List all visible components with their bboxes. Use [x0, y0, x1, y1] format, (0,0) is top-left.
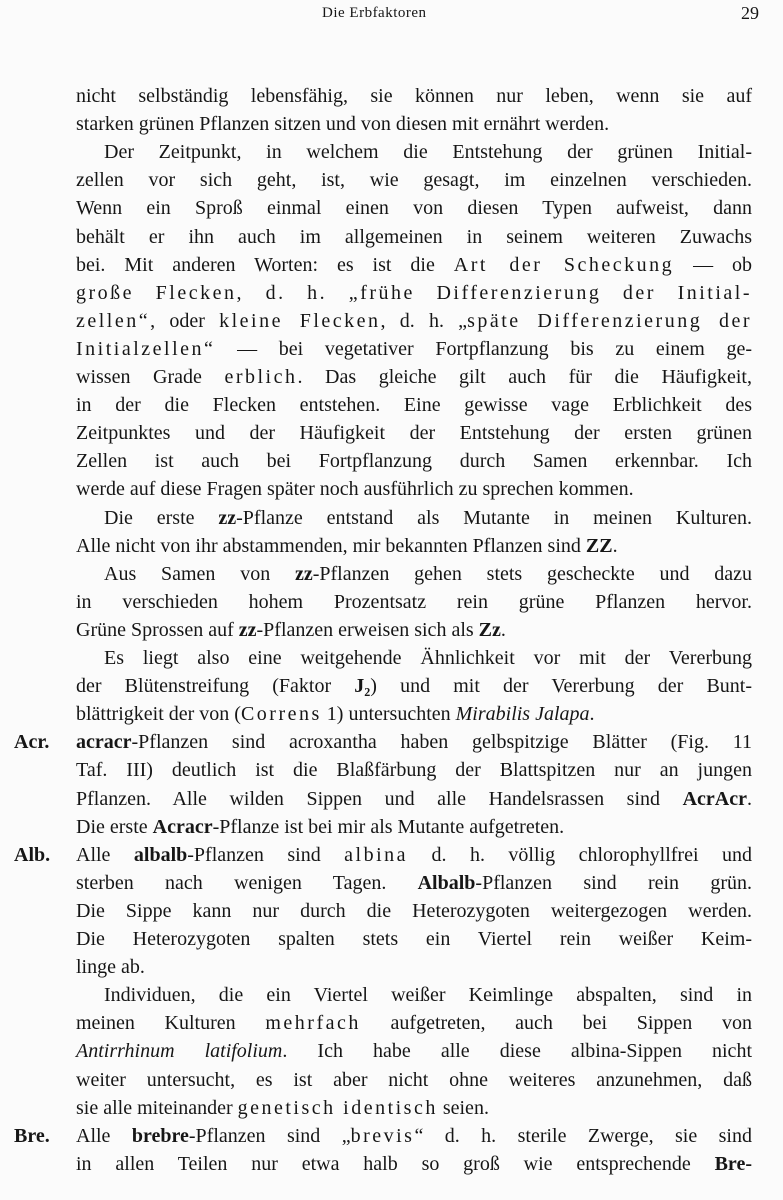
text-line: [76, 787, 752, 811]
text-run: d. h. völlig chlorophyllfrei und: [408, 843, 752, 866]
text-line: [76, 449, 752, 473]
text-run: -Pflanzen sind: [187, 843, 345, 866]
text-line: [76, 365, 752, 389]
spaced-text: albina: [344, 843, 409, 866]
text-run: 1) untersuchten: [321, 703, 456, 726]
bold-text: zz: [238, 618, 257, 641]
text-run: -Pflanzen sind „: [188, 1124, 351, 1147]
text-run: Alle nicht von ihr abstammenden, mir bekannten Pflanzen sind: [76, 534, 586, 557]
spaced-text: brevis: [350, 1124, 415, 1147]
text-run: behält er ihn auch im allgemeinen in seinem weiteren Zuwachs: [76, 225, 752, 248]
text-line: [76, 955, 752, 979]
text-run: der Blütenstreifung (Faktor: [76, 675, 355, 698]
running-title: Die Erbfaktoren: [322, 5, 427, 21]
text-line: [76, 618, 752, 642]
text-run: -Pflanzen gehen stets gescheckte und dazu: [312, 562, 752, 585]
text-line: [76, 337, 752, 361]
spaced-text: Correns: [240, 703, 322, 726]
text-run: Aus Samen von: [104, 562, 295, 585]
text-line: [76, 702, 752, 726]
text-run: Wenn ein Sproß einmal einen von diesen Typen aufweist, dann: [76, 197, 752, 220]
text-line: [76, 1068, 752, 1092]
text-line: [76, 84, 752, 108]
text-line: [76, 253, 752, 277]
text-line: [76, 112, 752, 136]
margin-label: Alb.: [14, 843, 51, 866]
spaced-text: späte Differenzierung der: [467, 309, 752, 332]
spaced-text: erblich: [224, 366, 298, 388]
text-run: werde auf diese Fragen später noch ausführlich zu sprechen kommen.: [76, 478, 634, 501]
text-run: — ob: [674, 253, 753, 276]
text-run: Zellen ist auch bei Fortpflanzung durch Samen erkennbar. Ich: [76, 450, 752, 473]
text-line: [76, 281, 752, 305]
margin-label: Acr.: [14, 731, 50, 754]
text-run: -Pflanze entstand als Mutante in meinen Kulturen.: [236, 506, 752, 529]
bold-text: brebre: [131, 1124, 189, 1147]
bold-text: zz: [218, 506, 237, 529]
text-run: Die erste: [104, 506, 219, 529]
text-run: sie alle miteinander: [76, 1096, 238, 1119]
text-run: Alle: [76, 1124, 132, 1147]
text-run: meinen Kulturen: [76, 1012, 266, 1035]
text-run: Die Sippe kann nur durch die Heterozygoten weitergezogen werden.: [76, 899, 752, 922]
text-line: [76, 927, 752, 951]
text-run: Der Zeitpunkt, in welchem die Entstehung der grünen Initial-: [104, 141, 752, 164]
text-run: Zeitpunktes und der Häufigkeit der Entstehung der ersten grünen: [76, 422, 752, 445]
text-line: [76, 393, 752, 417]
bold-text: ZZ: [585, 534, 613, 557]
text-line: [76, 1096, 752, 1120]
text-line: [104, 562, 752, 586]
text-run: in verschieden hohem Prozentsatz rein grüne Pflanzen hervor.: [76, 590, 752, 613]
text-run: -Pflanze ist bei mir als Mutante aufgetreten.: [212, 815, 565, 838]
text-run: Die Heterozygoten spalten stets ein Viertel rein weißer Keim-: [76, 928, 752, 950]
text-run: .: [612, 534, 618, 557]
text-run: .: [747, 787, 752, 810]
text-run: , oder: [150, 309, 220, 332]
text-run: -Pflanzen sind rein grün.: [475, 871, 752, 894]
text-run: nicht selbständig lebensfähig, sie können nur leben, wenn sie auf: [76, 85, 752, 107]
text-line: [76, 196, 752, 220]
bold-text: Zz: [478, 618, 501, 641]
bold-text: zz: [294, 562, 313, 585]
text-run: Grüne Sprossen auf: [76, 618, 239, 641]
text-line: [76, 871, 752, 895]
text-line: [76, 590, 752, 614]
text-run: wissen Grade: [76, 366, 225, 388]
text-run: bei. Mit anderen Worten: es ist die: [76, 253, 454, 276]
text-run: -Pflanzen erweisen sich als: [256, 618, 479, 641]
text-line: [76, 730, 752, 754]
text-run: Die erste: [76, 815, 153, 838]
text-run: linge ab.: [76, 956, 145, 979]
text-line: [76, 168, 752, 192]
text-run: . Ich habe alle diese albina-Sippen nicht: [282, 1040, 752, 1063]
text-line: [76, 225, 752, 249]
text-run: aufgetreten, auch bei Sippen von: [360, 1012, 752, 1035]
text-line: [76, 1124, 752, 1148]
text-run: sterben nach wenigen Tagen.: [76, 871, 418, 894]
text-run: — bei vegetativer Fortpflanzung bis zu einem ge-: [215, 337, 752, 360]
text-line: [104, 646, 752, 670]
text-line: [76, 1011, 752, 1035]
spaced-text: große Flecken, d. h. „frühe Differenzierung der Initial-: [76, 281, 752, 304]
text-run: .: [589, 703, 595, 726]
text-run: weiter untersucht, es ist aber nicht ohne weiteres anzunehmen, daß: [76, 1068, 752, 1091]
text-run: Taf. III) deutlich ist die Blaßfärbung der Blattspitzen nur an jungen: [76, 759, 752, 782]
text-line: [76, 1039, 752, 1063]
spaced-text: Art der Scheckung: [453, 253, 675, 276]
text-run: -Pflanzen sind acroxantha haben gelbspitzige Blätter (Fig. 11: [131, 731, 752, 754]
bold-text: Bre-: [714, 1152, 752, 1175]
text-run: . Das gleiche gilt auch für die Häufigkeit,: [297, 366, 752, 388]
text-line: [76, 674, 752, 698]
bold-text: AcrAcr: [682, 787, 747, 810]
text-run: zellen vor sich geht, ist, wie gesagt, im einzelnen verschieden.: [76, 169, 752, 192]
text-line: [76, 534, 752, 558]
text-run: starken grünen Pflanzen sitzen und von diesen mit ernährt werden.: [76, 113, 610, 136]
spaced-text: kleine Flecken: [219, 309, 381, 332]
text-line: [76, 309, 752, 333]
text-line: [76, 815, 752, 839]
text-line: [104, 983, 752, 1007]
spaced-text: Initialzellen“: [76, 337, 216, 360]
text-run: Alle: [76, 843, 134, 866]
text-run: seien.: [437, 1096, 489, 1119]
italic-text: Mirabilis Jalapa: [455, 703, 590, 726]
text-line: [76, 1152, 752, 1176]
text-line: [76, 899, 752, 923]
text-line: [76, 477, 752, 501]
page-number: 29: [741, 3, 759, 23]
text-run: Pflanzen. Alle wilden Sippen und alle Handelsrassen sind: [76, 787, 683, 810]
spaced-text: zellen“: [76, 309, 151, 332]
text-line: [76, 421, 752, 445]
text-run: , d. h. „: [380, 309, 468, 332]
margin-label: Bre.: [14, 1124, 50, 1147]
italic-text: Antirrhinum latifolium: [76, 1040, 283, 1063]
text-line: [104, 506, 752, 530]
text-run: ) und mit der Vererbung der Bunt-: [370, 675, 752, 698]
spaced-text: mehrfach: [265, 1012, 361, 1035]
text-run: “ d. h. sterile Zwerge, sie sind: [414, 1124, 752, 1147]
spaced-text: genetisch identisch: [237, 1096, 438, 1119]
text-line: [104, 140, 752, 164]
bold-text: J₂: [354, 675, 371, 698]
bold-text: acracr: [76, 731, 132, 754]
text-run: Individuen, die ein Viertel weißer Keimlinge abspalten, sind in: [104, 984, 752, 1007]
text-run: in allen Teilen nur etwa halb so groß wie entsprechende: [76, 1152, 715, 1175]
bold-text: albalb: [133, 843, 188, 866]
text-run: .: [500, 618, 506, 641]
bold-text: Acracr: [152, 815, 213, 838]
text-line: [76, 758, 752, 782]
bold-text: Albalb: [417, 871, 476, 894]
text-line: [76, 843, 752, 867]
text-run: Es liegt also eine weitgehende Ähnlichkeit vor mit der Vererbung: [104, 647, 752, 669]
text-run: in der die Flecken entstehen. Eine gewisse vage Erblichkeit des: [76, 394, 752, 417]
text-run: blättrigkeit der von (: [76, 703, 241, 726]
